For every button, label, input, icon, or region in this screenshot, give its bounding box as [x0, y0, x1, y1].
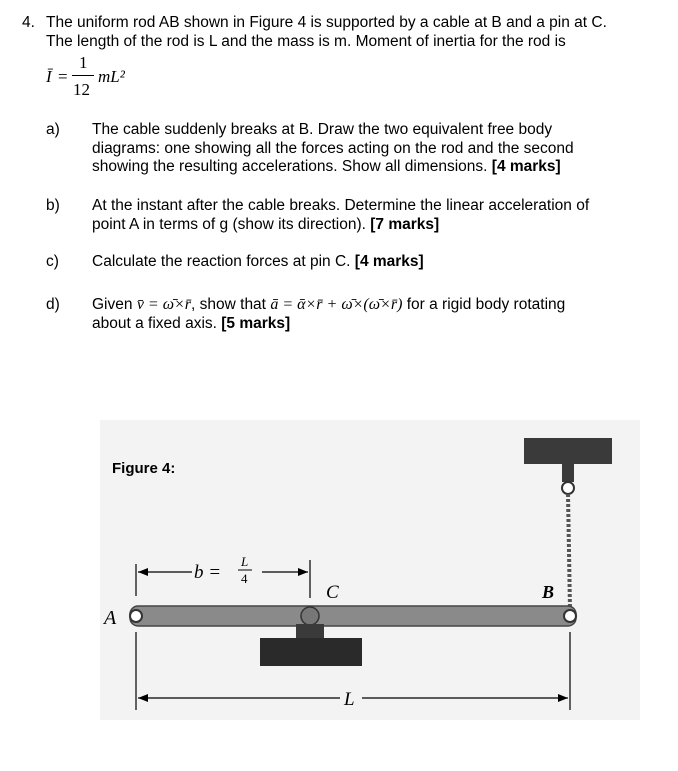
figure-diagram — [100, 420, 640, 720]
formula-fraction-bar — [72, 75, 94, 76]
part-d-eq2: ā = ᾱ×r̄ + ω̄×(ω̄×r̄) — [270, 296, 403, 313]
part-a-line-2: diagrams: one showing all the forces acting on the rod and the second — [92, 139, 574, 157]
part-b-label: b) — [46, 197, 60, 214]
part-d-marks: [5 marks] — [221, 314, 291, 332]
dim-b-left-arrow — [138, 568, 148, 576]
part-a-label: a) — [46, 121, 60, 138]
cable-top-pin — [562, 482, 574, 494]
rod-end-a-pin — [130, 610, 142, 622]
part-d-line-2: about a fixed axis. — [92, 314, 217, 332]
part-d-show-that: , show that — [191, 296, 266, 313]
label-l: L — [344, 689, 355, 710]
part-b-marks: [7 marks] — [370, 215, 440, 233]
part-b-line-1: At the instant after the cable breaks. Determine the linear acceleration of — [92, 197, 590, 214]
ceiling-bracket — [562, 464, 574, 482]
label-b: B — [542, 582, 555, 602]
part-d-label: d) — [46, 296, 60, 313]
part-a-line-3: showing the resulting accelerations. Show all dimensions. — [92, 158, 488, 175]
part-c-label: c) — [46, 253, 59, 270]
question-line-1: The uniform rod AB shown in Figure 4 is supported by a cable at B and a pin at C. — [46, 14, 607, 31]
dim-b-text: b = — [194, 562, 222, 583]
part-d-tail: for a rigid body rotating — [406, 296, 566, 313]
label-a: A — [104, 607, 117, 629]
ceiling-support — [524, 438, 612, 464]
label-c: C — [326, 582, 339, 603]
question-number: 4. — [22, 14, 35, 31]
pin-c-base — [260, 638, 362, 666]
part-d-eq1: v̄ = ω̄×r̄ — [136, 296, 192, 313]
inertia-formula — [46, 53, 166, 101]
pin-c — [301, 607, 319, 625]
formula-denominator: 12 — [73, 80, 90, 99]
figure-title: Figure 4: — [112, 460, 176, 477]
formula-lhs: Ī — [46, 67, 52, 86]
dim-b-frac-den: 4 — [241, 571, 248, 586]
dim-l-right-arrow — [558, 694, 568, 702]
formula-rhs: mL² — [98, 67, 125, 86]
formula-equals: = — [58, 67, 68, 86]
part-a-line-1: The cable suddenly breaks at B. Draw the two equivalent free body — [92, 121, 553, 138]
figure-4 — [100, 420, 640, 720]
part-d-given: Given — [92, 296, 133, 313]
part-a-marks: [4 marks] — [491, 158, 561, 175]
question-line-2: The length of the rod is L and the mass is m. Moment of inertia for the rod is — [46, 33, 566, 50]
part-c-line-1: Calculate the reaction forces at pin C. — [92, 253, 351, 270]
pin-c-post — [296, 624, 324, 638]
formula-numerator: 1 — [79, 53, 88, 72]
rod-end-b-pin — [564, 610, 576, 622]
dim-b-right-arrow — [298, 568, 308, 576]
cable — [568, 494, 570, 610]
part-c-marks: [4 marks] — [354, 253, 424, 270]
dim-b-frac-num: L — [241, 554, 249, 569]
part-b-line-2: point A in terms of g (show its direction). — [92, 215, 366, 233]
rod-ab — [130, 606, 576, 626]
dim-l-left-arrow — [138, 694, 148, 702]
